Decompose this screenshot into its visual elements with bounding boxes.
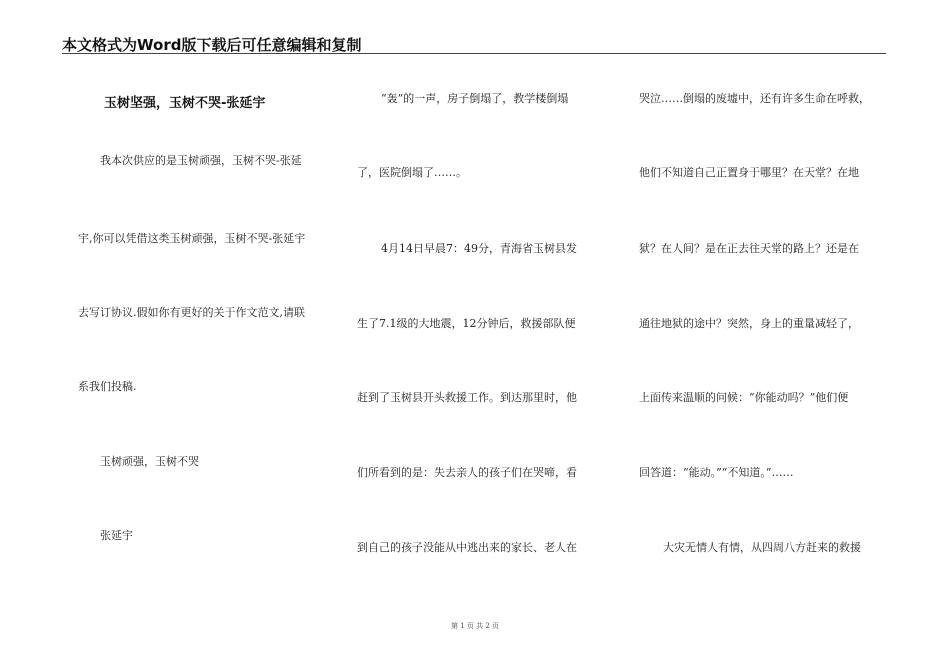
paragraph-line: 4月14日早晨7：49分，青海省玉树县发 — [381, 242, 577, 255]
paragraph-line: 去写订协议.假如你有更好的关于作文范文,请联 — [78, 306, 305, 319]
paragraph-line: 他们不知道自己正置身于哪里？在天堂？在地 — [639, 166, 859, 179]
article-title: 玉树坚强，玉树不哭-张延宇 — [104, 96, 266, 111]
paragraph-line: 通往地狱的途中？突然，身上的重量减轻了， — [639, 317, 859, 330]
paragraph-line: 宇,你可以凭借这类玉树顽强，玉树不哭-张延宇 — [78, 232, 306, 245]
page-footer: 第 1 页 共 2 页 — [450, 622, 500, 630]
paragraph-line: 了，医院倒塌了……。 — [357, 166, 467, 179]
paragraph-line: “轰”的一声，房子倒塌了，教学楼倒塌 — [381, 92, 569, 105]
paragraph-line: 们所看到的是：失去亲人的孩子们在哭啼，看 — [357, 466, 577, 479]
paragraph-line: 我本次供应的是玉树顽强，玉树不哭-张延 — [100, 154, 302, 167]
paragraph-line: 到自己的孩子没能从中逃出来的家长、老人在 — [357, 541, 577, 554]
paragraph-line: 狱？在人间？是在正去往天堂的路上？还是在 — [639, 242, 859, 255]
paragraph-line: 系我们投稿. — [78, 380, 137, 393]
paragraph-line: 哭泣……倒塌的废墟中，还有许多生命在呼救， — [639, 92, 870, 105]
paragraph-line: 张延宇 — [100, 529, 133, 542]
paragraph-line: 上面传来温顺的问候：“你能动吗？”他们便 — [639, 391, 849, 404]
paragraph-line: 回答道：“能动。”“不知道。”…… — [639, 466, 794, 479]
paragraph-line: 大灾无情人有情，从四周八方赶来的救援 — [663, 541, 861, 554]
page-header-banner: 本文格式为Word版下载后可任意编辑和复制 — [62, 36, 362, 54]
paragraph-line: 生了7.1级的大地震，12分钟后，救援部队便 — [357, 317, 576, 330]
header-divider — [62, 53, 886, 54]
paragraph-line: 玉树顽强，玉树不哭 — [100, 455, 199, 468]
paragraph-line: 赶到了玉树县开头救援工作。到达那里时，他 — [357, 391, 577, 404]
